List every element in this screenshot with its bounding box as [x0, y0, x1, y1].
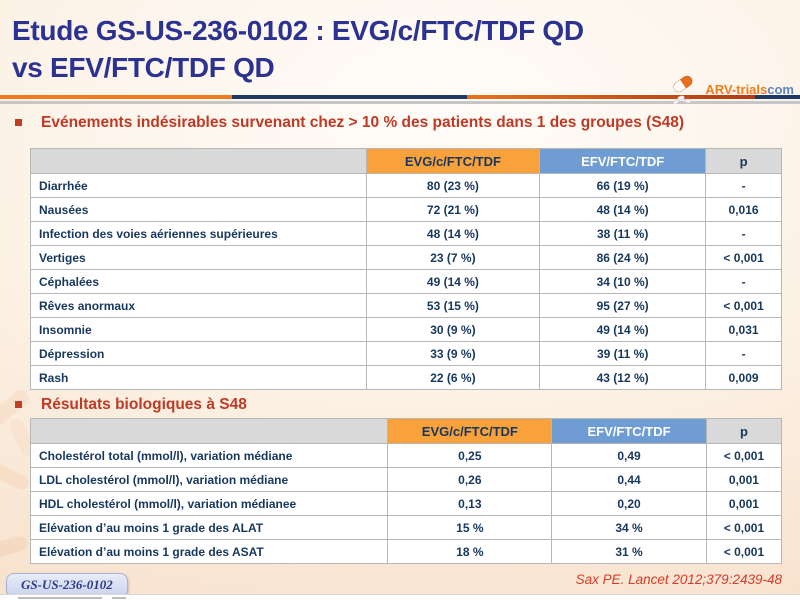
row-label-cell: Infection des voies aériennes supérieures — [31, 222, 367, 246]
slide-title-line1: Etude GS-US-236-0102 : EVG/c/FTC/TDF QD — [12, 15, 584, 46]
row-label-cell: Rêves anormaux — [31, 294, 367, 318]
table-row — [31, 342, 782, 366]
value-cell: 31 % — [552, 540, 707, 564]
value-cell: 86 (24 %) — [540, 246, 706, 270]
value-cell: - — [706, 174, 782, 198]
column-header: EVG/c/FTC/TDF — [388, 419, 552, 444]
bottom-edge-mark — [18, 597, 102, 599]
value-cell: < 0,001 — [706, 246, 782, 270]
column-header: EVG/c/FTC/TDF — [366, 149, 539, 174]
row-label-cell: Cholestérol total (mmol/l), variation médiane — [31, 444, 388, 468]
value-cell: < 0,001 — [706, 540, 781, 564]
row-label-cell: Nausées — [31, 198, 367, 222]
section-heading-biological-results — [15, 396, 785, 414]
value-cell: 23 (7 %) — [366, 246, 539, 270]
divider-segment-navy — [232, 95, 467, 99]
table-row — [31, 540, 782, 564]
value-cell: 22 (6 %) — [366, 366, 539, 390]
study-id-badge: GS-US-236-0102 — [6, 573, 128, 598]
value-cell: 18 % — [388, 540, 552, 564]
value-cell: 0,009 — [706, 366, 782, 390]
slide-title-line2: vs EFV/FTC/TDF QD — [12, 52, 275, 83]
logo-text-main: ARV-trials — [705, 81, 768, 97]
table-row — [31, 366, 782, 390]
value-cell: 72 (21 %) — [366, 198, 539, 222]
row-label-cell: Céphalées — [31, 270, 367, 294]
section-heading-adverse-events — [15, 114, 785, 132]
column-header: EFV/FTC/TDF — [552, 419, 707, 444]
row-label-cell: HDL cholestérol (mmol/l), variation médianee — [31, 492, 388, 516]
value-cell: < 0,001 — [706, 516, 781, 540]
value-cell: 0,13 — [388, 492, 552, 516]
value-cell: 0,001 — [706, 468, 781, 492]
table-row — [31, 318, 782, 342]
value-cell: 0,001 — [706, 492, 781, 516]
row-label-cell: Rash — [31, 366, 367, 390]
value-cell: 0,44 — [552, 468, 707, 492]
value-cell: 0,26 — [388, 468, 552, 492]
decorative-capsule — [0, 535, 29, 561]
pill-capsule-icon — [669, 74, 703, 104]
column-header: EFV/FTC/TDF — [540, 149, 706, 174]
value-cell: 48 (14 %) — [366, 222, 539, 246]
value-cell: 30 (9 %) — [366, 318, 539, 342]
slide-title — [12, 12, 712, 86]
decorative-capsule — [0, 462, 31, 492]
table-row — [31, 174, 782, 198]
logo-text-suffix: com — [767, 81, 794, 97]
section-heading-text: Résultats biologiques à S48 — [41, 396, 247, 413]
divider-segment-orange — [0, 95, 232, 99]
table-row — [31, 294, 782, 318]
row-label-cell: Vertiges — [31, 246, 367, 270]
section-heading-text: Evénements indésirables survenant chez > 10 % des patients dans 1 des groupes (S48) — [41, 114, 685, 131]
table-row — [31, 492, 782, 516]
table-header-row — [31, 419, 782, 444]
table-row — [31, 516, 782, 540]
table-header-row — [31, 149, 782, 174]
bullet-square-icon — [15, 119, 22, 126]
value-cell: 95 (27 %) — [540, 294, 706, 318]
row-label-cell: Dépression — [31, 342, 367, 366]
value-cell: < 0,001 — [706, 444, 781, 468]
value-cell: 34 % — [552, 516, 707, 540]
value-cell: 0,031 — [706, 318, 782, 342]
value-cell: 15 % — [388, 516, 552, 540]
arv-trials-logo — [669, 74, 794, 104]
value-cell: 66 (19 %) — [540, 174, 706, 198]
value-cell: 0,016 — [706, 198, 782, 222]
value-cell: 39 (11 %) — [540, 342, 706, 366]
reference-citation: Sax PE. Lancet 2012;379:2439-48 — [575, 572, 782, 587]
column-header — [31, 149, 367, 174]
value-cell: - — [706, 270, 782, 294]
value-cell: 43 (12 %) — [540, 366, 706, 390]
row-label-cell: Diarrhée — [31, 174, 367, 198]
row-label-cell: LDL cholestérol (mmol/l), variation médiane — [31, 468, 388, 492]
value-cell: 0,49 — [552, 444, 707, 468]
value-cell: - — [706, 222, 782, 246]
row-label-cell: Elévation d’au moins 1 grade des ASAT — [31, 540, 388, 564]
table-row — [31, 246, 782, 270]
value-cell: - — [706, 342, 782, 366]
table-row — [31, 468, 782, 492]
value-cell: 0,20 — [552, 492, 707, 516]
bottom-edge-mark — [112, 597, 126, 599]
row-label-cell: Elévation d’au moins 1 grade des ALAT — [31, 516, 388, 540]
logo-wordmark — [705, 82, 794, 97]
bottom-edge-strip — [0, 594, 800, 600]
value-cell: 34 (10 %) — [540, 270, 706, 294]
column-header: p — [706, 419, 781, 444]
table-row — [31, 444, 782, 468]
value-cell: 48 (14 %) — [540, 198, 706, 222]
value-cell: 38 (11 %) — [540, 222, 706, 246]
table-row — [31, 222, 782, 246]
value-cell: 53 (15 %) — [366, 294, 539, 318]
column-header: p — [706, 149, 782, 174]
row-label-cell: Insomnie — [31, 318, 367, 342]
table-row — [31, 198, 782, 222]
value-cell: 80 (23 %) — [366, 174, 539, 198]
table-row — [31, 270, 782, 294]
bullet-square-icon — [15, 401, 22, 408]
column-header — [31, 419, 388, 444]
adverse-events-table — [30, 148, 782, 390]
value-cell: 49 (14 %) — [540, 318, 706, 342]
value-cell: 33 (9 %) — [366, 342, 539, 366]
value-cell: 0,25 — [388, 444, 552, 468]
biological-results-table — [30, 418, 782, 564]
value-cell: 49 (14 %) — [366, 270, 539, 294]
value-cell: < 0,001 — [706, 294, 782, 318]
